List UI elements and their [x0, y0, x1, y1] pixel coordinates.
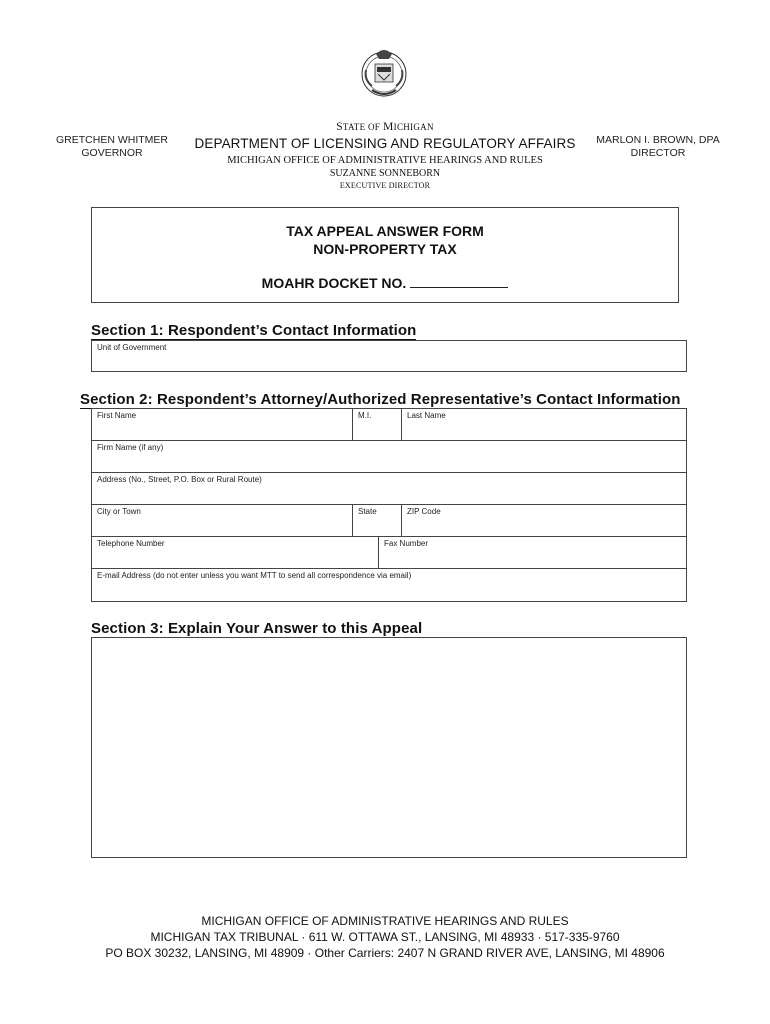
department-name: DEPARTMENT OF LICENSING AND REGULATORY AFFAIRS: [194, 136, 576, 151]
last-name-field[interactable]: [401, 408, 687, 441]
city-field[interactable]: [91, 504, 353, 537]
office-name: MICHIGAN OFFICE OF ADMINISTRATIVE HEARINGS AND RULES: [227, 155, 543, 166]
footer-line-3: PO BOX 30232, LANSING, MI 48909 · Other Carriers: 2407 N GRAND RIVER AVE, LANSING, MI 48906: [105, 946, 665, 960]
zip-code-label: ZIP Code: [407, 507, 441, 516]
first-name-field[interactable]: [91, 408, 353, 441]
governor-title: GOVERNOR: [81, 147, 143, 159]
footer-address: [60, 913, 710, 961]
director-block: [592, 134, 724, 160]
form-title-box: [91, 207, 679, 303]
address-label: Address (No., Street, P.O. Box or Rural Route): [97, 475, 262, 484]
unit-of-government-label: Unit of Government: [97, 343, 167, 352]
michigan-state-seal-icon: [358, 44, 410, 104]
firm-name-label: Firm Name (if any): [97, 443, 164, 452]
state-label: State: [358, 507, 377, 516]
firm-name-field[interactable]: [91, 440, 687, 473]
director-title: DIRECTOR: [630, 147, 686, 159]
email-field[interactable]: [91, 568, 687, 602]
email-label: E-mail Address (do not enter unless you want MTT to send all correspondence via email): [97, 571, 412, 580]
middle-initial-field[interactable]: [352, 408, 402, 441]
docket-label: MOAHR DOCKET NO.: [261, 275, 407, 291]
section-3-heading: Section 3: Explain Your Answer to this Appeal: [91, 620, 423, 637]
footer-line-1: MICHIGAN OFFICE OF ADMINISTRATIVE HEARINGS AND RULES: [201, 914, 569, 928]
section-2-heading: Section 2: Respondent’s Attorney/Authorized Representative’s Contact Information: [80, 391, 681, 408]
form-title: TAX APPEAL ANSWER FORM: [286, 223, 484, 239]
telephone-label: Telephone Number: [97, 539, 165, 548]
middle-initial-label: M.I.: [358, 411, 372, 420]
agency-heading: [190, 120, 580, 191]
director-name: MARLON I. BROWN, DPA: [596, 134, 720, 146]
fax-field[interactable]: [378, 536, 687, 569]
explanation-textarea[interactable]: [91, 637, 687, 858]
representative-contact-grid: [91, 408, 687, 602]
last-name-label: Last Name: [407, 411, 446, 420]
zip-code-field[interactable]: [401, 504, 687, 537]
state-name: STATE OF MICHIGAN: [336, 121, 434, 133]
executive-name: SUZANNE SONNEBORN: [329, 168, 441, 179]
address-field[interactable]: [91, 472, 687, 505]
executive-title: EXECUTIVE DIRECTOR: [339, 181, 431, 190]
docket-number-field[interactable]: [410, 274, 508, 288]
telephone-field[interactable]: [91, 536, 379, 569]
unit-of-government-field[interactable]: [91, 340, 687, 372]
city-label: City or Town: [97, 507, 141, 516]
state-field[interactable]: [352, 504, 402, 537]
governor-name: GRETCHEN WHITMER: [56, 134, 168, 146]
fax-label: Fax Number: [384, 539, 429, 548]
section-1-heading: Section 1: Respondent’s Contact Information: [91, 322, 417, 339]
first-name-label: First Name: [97, 411, 137, 420]
form-subtitle: NON-PROPERTY TAX: [313, 241, 457, 257]
docket-number-row: [92, 274, 678, 291]
footer-line-2: MICHIGAN TAX TRIBUNAL · 611 W. OTTAWA ST., LANSING, MI 48933 · 517-335-9760: [150, 930, 620, 944]
governor-block: [52, 134, 172, 160]
